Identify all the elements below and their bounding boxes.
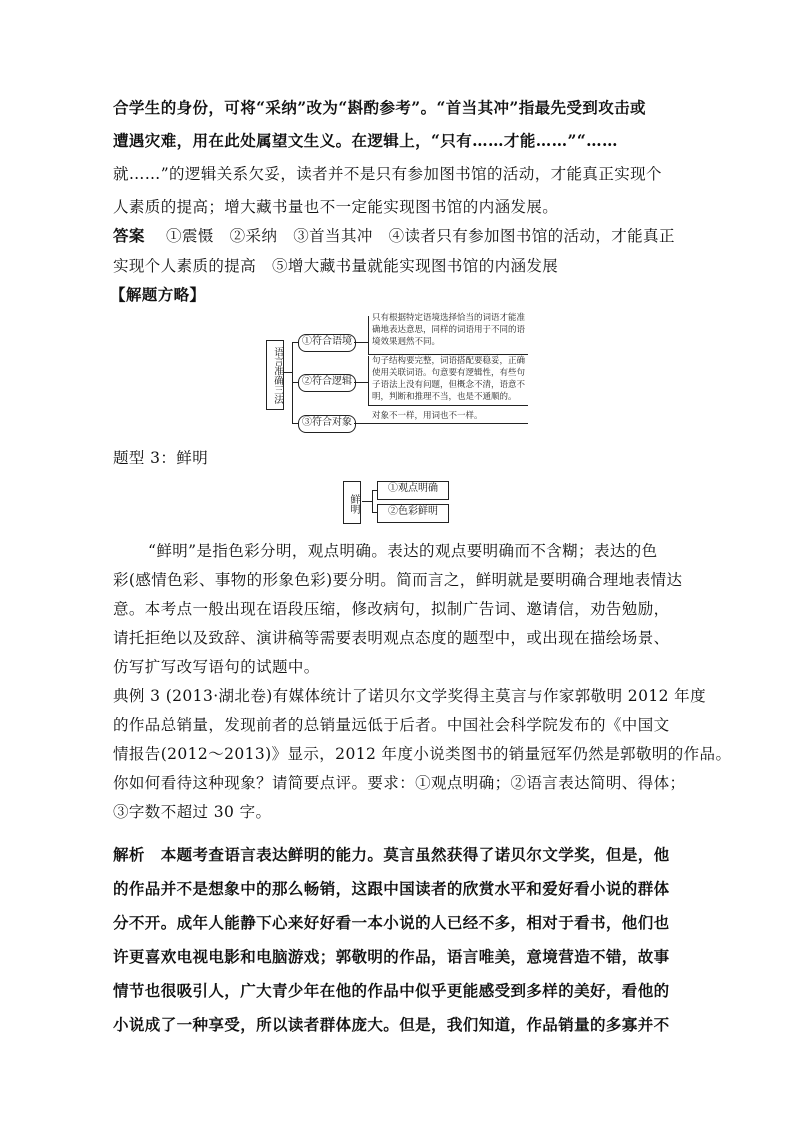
language-accuracy-diagram <box>262 312 532 438</box>
paragraph-line: 请托拒绝以及致辞、演讲稿等需要表明观点态度的题型中，或出现在描绘场景、 <box>113 629 670 647</box>
branch-clear-color: ②色彩鲜明 <box>377 504 449 523</box>
desc-context: 只有根据特定语境选择恰当的词语才能准确地表达意思，同样的词语用于不同的语境效果迥然不同。 <box>372 313 526 347</box>
paragraph-line: 仿写扩写改写语句的试题中。 <box>113 658 320 676</box>
answer-label: 答案 <box>113 226 145 245</box>
paragraph-line: 彩(感情色彩、事物的形象色彩)要分明。简而言之，鲜明就是要明确合理地表情达 <box>113 571 683 589</box>
analysis-line: 许更喜欢电视电影和电脑游戏；郭敬明的作品，语言唯美，意境营造不错，故事 <box>113 947 670 966</box>
paragraph-line: 就……”的逻辑关系欠妥，读者并不是只有参加图书馆的活动，才能真正实现个 <box>113 165 662 183</box>
analysis-line <box>113 845 683 865</box>
diagram-root: 鲜明 <box>343 481 361 524</box>
example-line: 你如何看待这种现象？请简要点评。要求：①观点明确；②语言表达简明、得体； <box>113 774 686 792</box>
analysis-line: 情节也很吸引人，广大青少年在他的作品中似乎更能感受到多样的美好，看他的 <box>113 981 670 1000</box>
diagram-root: 语言准确三法 <box>266 340 284 410</box>
answer-line-2: 实现个人素质的提高 ⑤增大藏书量就能实现图书馆的内涵发展 <box>113 257 559 275</box>
answer-text: ①震慑 ②采纳 ③首当其冲 ④读者只有参加图书馆的活动，才能真正 <box>166 227 675 245</box>
analysis-line: 分不开。成年人能静下心来好好看一本小说的人已经不多，相对于看书，他们也 <box>113 913 670 932</box>
example-line: 的作品总销量，发现前者的总销量远低于后者。中国社会科学院发布的《中国文 <box>113 716 670 734</box>
example-line: ③字数不超过 30 字。 <box>113 803 272 821</box>
paragraph-line: 合学生的身份，可将“采纳”改为“斟酌参考”。“首当其冲”指最先受到攻击或 <box>113 98 646 117</box>
example-line: 典例 3 (2013·湖北卷)有媒体统计了诺贝尔文学奖得主莫言与作家郭敬明 2012 年度 <box>113 687 706 705</box>
branch-audience: ③符合对象 <box>298 415 356 433</box>
strategy-heading: 【解题方略】 <box>110 285 206 304</box>
branch-logic: ②符合逻辑 <box>298 374 356 392</box>
analysis-line: 的作品并不是想象中的那么畅销，这跟中国读者的欣赏水平和爱好看小说的群体 <box>113 879 670 898</box>
desc-logic: 句子结构要完整，词语搭配要稳妥，正确使用关联词语。句意要有逻辑性，有些句子语法上没有问题，但概念不清，语意不明，判断和推理不当，也是不通顺的。 <box>372 356 526 402</box>
answer-line <box>113 226 683 246</box>
paragraph-line: “鲜明”是指色彩分明，观点明确。表达的观点要明确而不含糊；表达的色 <box>148 542 658 560</box>
analysis-line: 小说成了一种享受，所以读者群体庞大。但是，我们知道，作品销量的多寡并不 <box>113 1015 670 1034</box>
branch-context: ①符合语境 <box>298 334 356 352</box>
branch-clear-view: ①观点明确 <box>377 481 449 500</box>
analysis-label: 解析 <box>113 845 145 864</box>
paragraph-line: 意。本考点一般出现在语段压缩，修改病句，拟制广告词、邀请信，劝告勉励， <box>113 600 670 618</box>
type3-heading: 题型 3：鲜明 <box>113 449 209 467</box>
analysis-text: 本题考查语言表达鲜明的能力。莫言虽然获得了诺贝尔文学奖，但是，他 <box>160 845 670 864</box>
example-line: 情报告(2012～2013)》显示，2012 年度小说类图书的销量冠军仍然是郭敬明的作品。 <box>113 745 732 763</box>
paragraph-line: 人素质的提高；增大藏书量也不一定能实现图书馆的内涵发展。 <box>113 198 559 216</box>
vividness-diagram <box>340 478 460 524</box>
desc-audience: 对象不一样，用词也不一样。 <box>372 411 483 421</box>
paragraph-line: 遭遇灾难，用在此处属望文生义。在逻辑上，“只有……才能……”“…… <box>113 131 618 150</box>
